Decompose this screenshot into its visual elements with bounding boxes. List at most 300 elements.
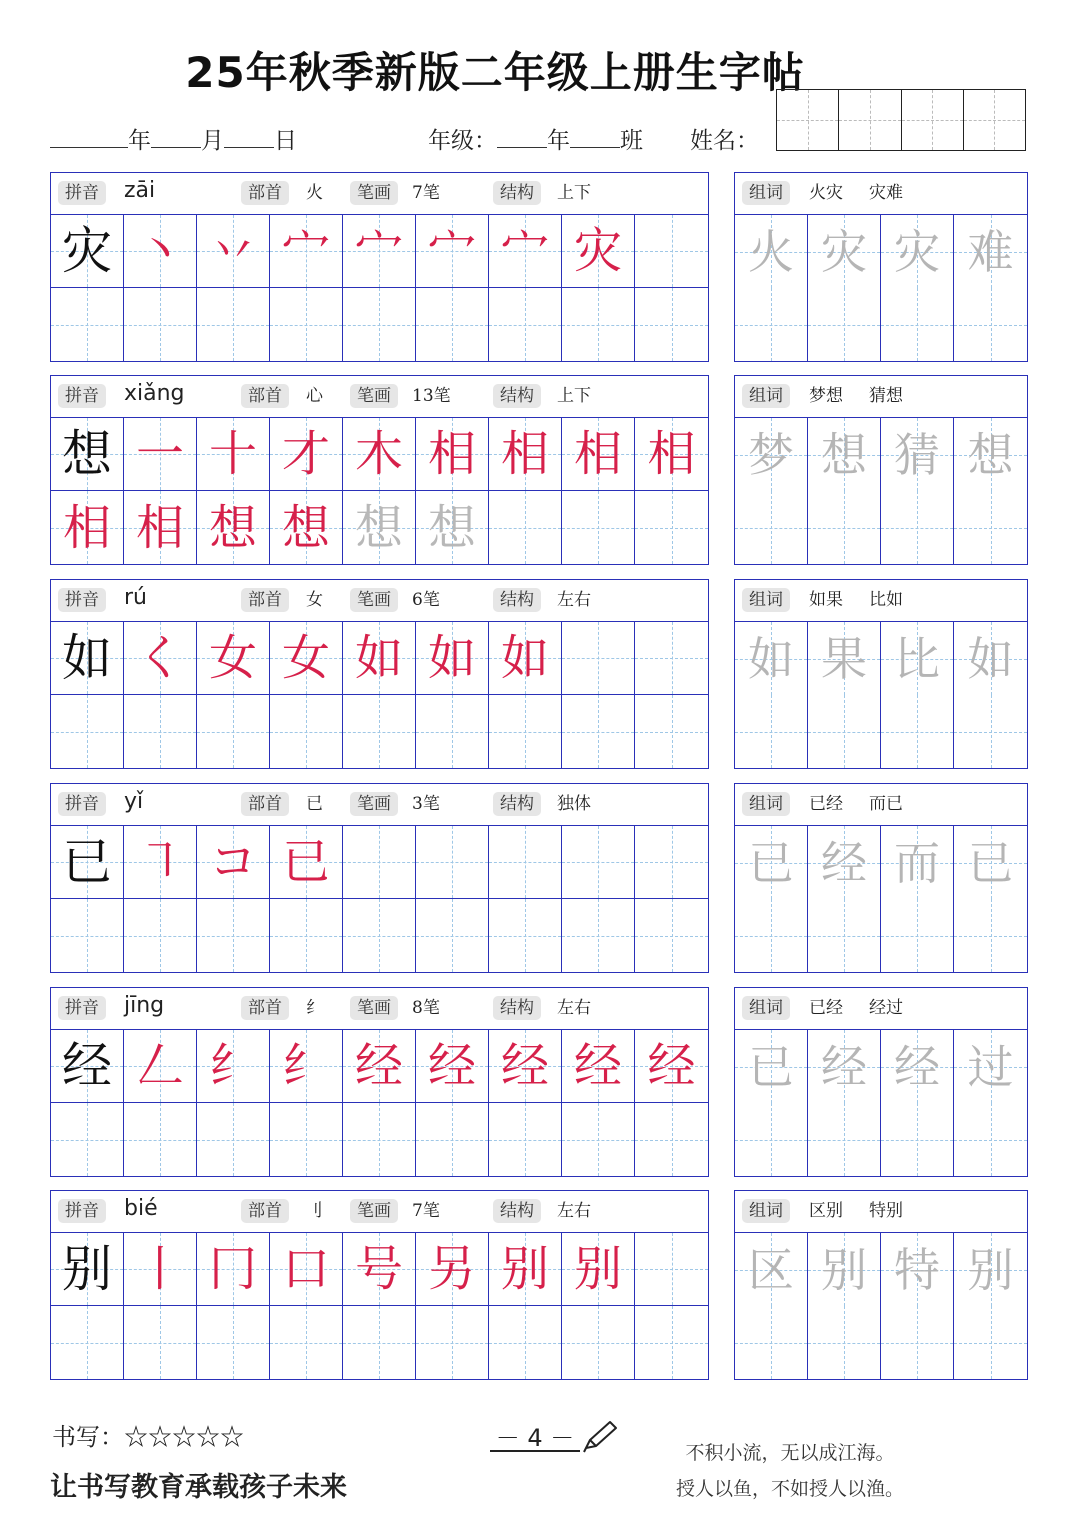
writing-grid bbox=[51, 622, 708, 768]
writing-cell[interactable] bbox=[416, 1030, 489, 1103]
writing-cell[interactable] bbox=[270, 826, 343, 899]
model-character: 如 bbox=[62, 629, 112, 687]
word-cell[interactable] bbox=[735, 695, 808, 768]
writing-cell[interactable] bbox=[635, 418, 708, 491]
writing-cell[interactable] bbox=[270, 288, 343, 361]
word-value: 特别 bbox=[869, 1201, 903, 1221]
writing-cell[interactable] bbox=[197, 695, 270, 768]
writing-cell[interactable] bbox=[197, 418, 270, 491]
writing-cell[interactable] bbox=[562, 826, 635, 899]
writing-cell[interactable] bbox=[416, 491, 489, 564]
writing-cell[interactable] bbox=[343, 288, 416, 361]
radical-value: 纟 bbox=[306, 998, 323, 1018]
writing-cell[interactable] bbox=[343, 1306, 416, 1379]
writing-cell[interactable] bbox=[343, 622, 416, 695]
stroke-step: 另 bbox=[427, 1241, 476, 1297]
writing-cell[interactable] bbox=[197, 1233, 270, 1306]
model-character: 别 bbox=[62, 1240, 112, 1298]
stroke-step: 一 bbox=[135, 426, 184, 482]
word-cell[interactable] bbox=[954, 899, 1027, 972]
word-cell[interactable] bbox=[881, 1233, 954, 1306]
word-cell[interactable] bbox=[808, 215, 881, 288]
word-cell[interactable] bbox=[808, 418, 881, 491]
writing-cell[interactable] bbox=[51, 1030, 124, 1103]
pinyin-tag: 拼音 bbox=[58, 792, 106, 816]
strokes-tag: 笔画 bbox=[350, 588, 398, 612]
word-cell[interactable] bbox=[808, 695, 881, 768]
grade-year-blank[interactable] bbox=[497, 127, 547, 148]
stroke-step: 如 bbox=[427, 630, 476, 686]
word-cell[interactable] bbox=[808, 1306, 881, 1379]
year-blank[interactable] bbox=[50, 127, 128, 148]
year-label: 年 bbox=[128, 128, 151, 154]
model-character: 想 bbox=[62, 425, 112, 483]
stroke-step: 相 bbox=[135, 499, 184, 556]
word-cell[interactable] bbox=[954, 1306, 1027, 1379]
words-info-row bbox=[735, 784, 1027, 826]
writing-cell[interactable] bbox=[635, 215, 708, 288]
stroke-step: コ bbox=[208, 834, 257, 890]
stroke-step: 女 bbox=[281, 630, 330, 686]
writing-cell[interactable] bbox=[489, 1103, 562, 1176]
writing-cell[interactable] bbox=[51, 1103, 124, 1176]
word-trace-character: 想 bbox=[821, 427, 867, 482]
words-info-row bbox=[735, 376, 1027, 418]
strokes-value: 8笔 bbox=[412, 998, 440, 1018]
writing-cell[interactable] bbox=[343, 1103, 416, 1176]
stroke-step: 口 bbox=[281, 1241, 330, 1297]
strokes-tag: 笔画 bbox=[350, 996, 398, 1020]
writing-cell[interactable] bbox=[270, 491, 343, 564]
word-cell[interactable] bbox=[735, 418, 808, 491]
radical-tag: 部首 bbox=[241, 384, 289, 408]
writing-cell[interactable] bbox=[124, 695, 197, 768]
writing-cell[interactable] bbox=[124, 1233, 197, 1306]
writing-cell[interactable] bbox=[51, 1306, 124, 1379]
word-cell[interactable] bbox=[808, 826, 881, 899]
writing-cell[interactable] bbox=[270, 1306, 343, 1379]
writing-cell[interactable] bbox=[270, 899, 343, 972]
stroke-step: 别 bbox=[500, 1241, 549, 1297]
writing-cell[interactable] bbox=[197, 288, 270, 361]
writing-cell[interactable] bbox=[489, 1030, 562, 1103]
word-trace-character: 比 bbox=[894, 631, 940, 686]
word-cell[interactable] bbox=[954, 1233, 1027, 1306]
writing-cell[interactable] bbox=[489, 826, 562, 899]
stroke-step: 经 bbox=[354, 1038, 403, 1094]
month-blank[interactable] bbox=[151, 127, 201, 148]
words-panel bbox=[734, 1190, 1028, 1380]
writing-cell[interactable] bbox=[197, 622, 270, 695]
words-panel bbox=[734, 375, 1028, 565]
writing-cell[interactable] bbox=[416, 622, 489, 695]
strokes-tag: 笔画 bbox=[350, 181, 398, 205]
radical-value: 刂 bbox=[306, 1201, 323, 1221]
writing-cell[interactable] bbox=[489, 1306, 562, 1379]
word-value: 灾难 bbox=[869, 183, 903, 203]
word-trace-character: 已 bbox=[967, 835, 1014, 890]
writing-cell[interactable] bbox=[562, 288, 635, 361]
writing-cell[interactable] bbox=[635, 1233, 708, 1306]
writing-cell[interactable] bbox=[51, 215, 124, 288]
stroke-step: 冂 bbox=[208, 1241, 257, 1297]
writing-cell[interactable] bbox=[270, 1233, 343, 1306]
name-box[interactable] bbox=[902, 90, 964, 150]
word-trace-character: 而 bbox=[894, 835, 940, 890]
stroke-step: 纟 bbox=[281, 1038, 330, 1094]
writing-cell[interactable] bbox=[635, 899, 708, 972]
stroke-step: 已 bbox=[281, 834, 330, 890]
writing-cell[interactable] bbox=[270, 418, 343, 491]
writing-cell[interactable] bbox=[51, 826, 124, 899]
writing-cell[interactable] bbox=[489, 491, 562, 564]
stroke-step: 𠃋 bbox=[135, 1038, 184, 1094]
writing-cell[interactable] bbox=[416, 1103, 489, 1176]
words-panel bbox=[734, 172, 1028, 362]
strokes-value: 7笔 bbox=[412, 1201, 440, 1221]
writing-cell[interactable] bbox=[124, 491, 197, 564]
word-cell[interactable] bbox=[808, 1233, 881, 1306]
writing-cell[interactable] bbox=[635, 1030, 708, 1103]
stroke-step: 如 bbox=[354, 630, 403, 686]
character-panel bbox=[50, 375, 709, 565]
writing-cell[interactable] bbox=[416, 215, 489, 288]
writing-cell[interactable] bbox=[124, 1030, 197, 1103]
word-cell[interactable] bbox=[881, 1030, 954, 1103]
writing-cell[interactable] bbox=[562, 622, 635, 695]
words-tag: 组词 bbox=[742, 996, 790, 1020]
name-box[interactable] bbox=[839, 90, 901, 150]
stroke-step: 相 bbox=[647, 426, 696, 482]
word-cell[interactable] bbox=[881, 491, 954, 564]
model-character: 经 bbox=[62, 1037, 112, 1095]
page-title: 25年秋季新版二年级上册生字帖 bbox=[185, 48, 805, 97]
writing-cell[interactable] bbox=[124, 1103, 197, 1176]
word-trace-character: 猜 bbox=[894, 427, 940, 482]
writing-cell[interactable] bbox=[489, 899, 562, 972]
word-cell[interactable] bbox=[881, 418, 954, 491]
writing-cell[interactable] bbox=[343, 491, 416, 564]
writing-cell[interactable] bbox=[562, 418, 635, 491]
word-cell[interactable] bbox=[881, 622, 954, 695]
writing-cell[interactable] bbox=[51, 491, 124, 564]
word-value: 火灾 bbox=[809, 183, 843, 203]
writing-cell[interactable] bbox=[343, 826, 416, 899]
stroke-step: 丨 bbox=[135, 1241, 184, 1297]
word-trace-character: 梦 bbox=[748, 427, 794, 482]
word-cell[interactable] bbox=[881, 1103, 954, 1176]
pinyin-value: jīng bbox=[124, 993, 165, 1018]
stroke-step: 宀 bbox=[354, 223, 403, 279]
words-panel bbox=[734, 987, 1028, 1177]
writing-cell[interactable] bbox=[51, 899, 124, 972]
word-cell[interactable] bbox=[808, 1030, 881, 1103]
stroke-step: 十 bbox=[208, 426, 257, 482]
writing-grid bbox=[51, 826, 708, 972]
writing-cell[interactable] bbox=[635, 1103, 708, 1176]
trace-character: 想 bbox=[354, 499, 403, 556]
word-value: 已经 bbox=[809, 794, 843, 814]
word-cell[interactable] bbox=[735, 1030, 808, 1103]
structure-value: 左右 bbox=[557, 1201, 591, 1221]
stroke-step: 丶 bbox=[135, 223, 184, 279]
writing-cell[interactable] bbox=[197, 1103, 270, 1176]
writing-cell[interactable] bbox=[416, 695, 489, 768]
pinyin-value: yǐ bbox=[124, 789, 144, 814]
radical-tag: 部首 bbox=[241, 181, 289, 205]
writing-cell[interactable] bbox=[562, 1306, 635, 1379]
character-info-row bbox=[51, 376, 708, 418]
writing-cell[interactable] bbox=[489, 215, 562, 288]
word-cell[interactable] bbox=[954, 215, 1027, 288]
writing-cell[interactable] bbox=[489, 622, 562, 695]
words-info-row bbox=[735, 1191, 1027, 1233]
writing-cell[interactable] bbox=[635, 1306, 708, 1379]
word-cell[interactable] bbox=[881, 695, 954, 768]
quote-line-2: 授人以鱼，不如授人以渔。 bbox=[675, 1478, 904, 1500]
writing-cell[interactable] bbox=[197, 1306, 270, 1379]
stroke-step: 丷 bbox=[208, 223, 257, 279]
writing-cell[interactable] bbox=[343, 695, 416, 768]
writing-grid bbox=[51, 1030, 708, 1176]
word-cell[interactable] bbox=[735, 1103, 808, 1176]
writing-cell[interactable] bbox=[124, 418, 197, 491]
writing-cell[interactable] bbox=[197, 1030, 270, 1103]
writing-cell[interactable] bbox=[197, 826, 270, 899]
pinyin-value: bié bbox=[124, 1196, 158, 1221]
word-cell[interactable] bbox=[735, 1306, 808, 1379]
writing-cell[interactable] bbox=[562, 215, 635, 288]
writing-cell[interactable] bbox=[416, 826, 489, 899]
character-panel bbox=[50, 987, 709, 1177]
word-trace-character: 已 bbox=[748, 835, 794, 890]
name-label: 姓名： bbox=[690, 128, 759, 154]
stroke-step: 经 bbox=[500, 1038, 549, 1094]
radical-value: 已 bbox=[306, 794, 323, 814]
words-info-row bbox=[735, 580, 1027, 622]
writing-cell[interactable] bbox=[270, 695, 343, 768]
radical-value: 心 bbox=[306, 386, 323, 406]
writing-cell[interactable] bbox=[416, 1233, 489, 1306]
writing-cell[interactable] bbox=[51, 1233, 124, 1306]
writing-cell[interactable] bbox=[562, 1030, 635, 1103]
writing-cell[interactable] bbox=[562, 1103, 635, 1176]
stroke-step: 宀 bbox=[427, 223, 476, 279]
name-box[interactable] bbox=[964, 90, 1025, 150]
character-info-row bbox=[51, 784, 708, 826]
page-underline bbox=[490, 1450, 580, 1452]
word-grid bbox=[735, 1030, 1027, 1176]
writing-cell[interactable] bbox=[270, 1103, 343, 1176]
writing-cell[interactable] bbox=[635, 491, 708, 564]
character-block bbox=[50, 1190, 1028, 1380]
writing-cell[interactable] bbox=[51, 695, 124, 768]
stroke-step: 相 bbox=[500, 426, 549, 482]
writing-cell[interactable] bbox=[124, 215, 197, 288]
writing-cell[interactable] bbox=[124, 622, 197, 695]
writing-cell[interactable] bbox=[635, 695, 708, 768]
word-trace-character: 特 bbox=[894, 1242, 940, 1297]
writing-cell[interactable] bbox=[416, 899, 489, 972]
quote-line-1: 不积小流，无以成江海。 bbox=[685, 1442, 895, 1464]
structure-value: 上下 bbox=[557, 183, 591, 203]
words-tag: 组词 bbox=[742, 384, 790, 408]
grade-year-label: 年 bbox=[547, 128, 570, 154]
radical-tag: 部首 bbox=[241, 588, 289, 612]
writing-cell[interactable] bbox=[562, 491, 635, 564]
word-cell[interactable] bbox=[881, 215, 954, 288]
word-cell[interactable] bbox=[881, 1306, 954, 1379]
word-cell[interactable] bbox=[808, 1103, 881, 1176]
word-value: 比如 bbox=[869, 590, 903, 610]
name-boxes[interactable] bbox=[776, 89, 1026, 151]
writing-cell[interactable] bbox=[124, 826, 197, 899]
character-block bbox=[50, 172, 1028, 362]
word-cell[interactable] bbox=[881, 288, 954, 361]
word-trace-character: 别 bbox=[967, 1242, 1014, 1297]
writing-cell[interactable] bbox=[51, 622, 124, 695]
writing-cell[interactable] bbox=[343, 418, 416, 491]
writing-cell[interactable] bbox=[489, 1233, 562, 1306]
word-cell[interactable] bbox=[808, 491, 881, 564]
word-cell[interactable] bbox=[954, 1103, 1027, 1176]
writing-cell[interactable] bbox=[562, 899, 635, 972]
pen-icon bbox=[580, 1418, 620, 1454]
writing-cell[interactable] bbox=[197, 491, 270, 564]
writing-cell[interactable] bbox=[197, 899, 270, 972]
word-cell[interactable] bbox=[808, 622, 881, 695]
word-cell[interactable] bbox=[954, 1030, 1027, 1103]
word-cell[interactable] bbox=[735, 491, 808, 564]
word-cell[interactable] bbox=[954, 826, 1027, 899]
stroke-step: 宀 bbox=[500, 223, 549, 279]
writing-cell[interactable] bbox=[416, 1306, 489, 1379]
word-cell[interactable] bbox=[735, 826, 808, 899]
writing-cell[interactable] bbox=[51, 288, 124, 361]
writing-grid bbox=[51, 418, 708, 564]
writing-cell[interactable] bbox=[343, 1233, 416, 1306]
stroke-step: 宀 bbox=[281, 223, 330, 279]
name-box[interactable] bbox=[777, 90, 839, 150]
word-trace-character: 别 bbox=[821, 1242, 867, 1297]
writing-cell[interactable] bbox=[635, 826, 708, 899]
writing-cell[interactable] bbox=[416, 418, 489, 491]
word-cell[interactable] bbox=[808, 288, 881, 361]
stroke-step: 灾 bbox=[573, 223, 622, 279]
word-cell[interactable] bbox=[808, 899, 881, 972]
pinyin-value: zāi bbox=[124, 178, 156, 203]
writing-cell[interactable] bbox=[635, 288, 708, 361]
word-cell[interactable] bbox=[735, 622, 808, 695]
strokes-value: 7笔 bbox=[412, 183, 440, 203]
stroke-step: 相 bbox=[427, 426, 476, 482]
stroke-step: 木 bbox=[354, 426, 403, 482]
strokes-value: 3笔 bbox=[412, 794, 440, 814]
writing-cell[interactable] bbox=[489, 418, 562, 491]
word-grid bbox=[735, 418, 1027, 564]
stroke-step: 相 bbox=[62, 499, 111, 556]
writing-cell[interactable] bbox=[270, 622, 343, 695]
word-grid bbox=[735, 826, 1027, 972]
word-cell[interactable] bbox=[735, 899, 808, 972]
day-label: 日 bbox=[274, 128, 297, 154]
strokes-tag: 笔画 bbox=[350, 792, 398, 816]
word-cell[interactable] bbox=[954, 622, 1027, 695]
writing-cell[interactable] bbox=[124, 1306, 197, 1379]
word-cell[interactable] bbox=[881, 899, 954, 972]
pinyin-tag: 拼音 bbox=[58, 384, 106, 408]
writing-cell[interactable] bbox=[635, 622, 708, 695]
writing-cell[interactable] bbox=[343, 1030, 416, 1103]
character-block bbox=[50, 783, 1028, 973]
strokes-tag: 笔画 bbox=[350, 384, 398, 408]
words-panel bbox=[734, 783, 1028, 973]
class-blank[interactable] bbox=[570, 127, 620, 148]
stroke-step: 才 bbox=[281, 426, 330, 482]
writing-cell[interactable] bbox=[270, 1030, 343, 1103]
stroke-step: 经 bbox=[573, 1038, 622, 1094]
word-value: 梦想 bbox=[809, 386, 843, 406]
words-panel bbox=[734, 579, 1028, 769]
writing-cell[interactable] bbox=[197, 215, 270, 288]
writing-cell[interactable] bbox=[562, 1233, 635, 1306]
word-cell[interactable] bbox=[954, 695, 1027, 768]
strokes-value: 6笔 bbox=[412, 590, 440, 610]
writing-cell[interactable] bbox=[489, 695, 562, 768]
stroke-step: 经 bbox=[647, 1038, 696, 1094]
pinyin-tag: 拼音 bbox=[58, 996, 106, 1020]
writing-cell[interactable] bbox=[489, 288, 562, 361]
word-trace-character: 已 bbox=[748, 1039, 794, 1094]
rating-label: 书写：☆☆☆☆☆ bbox=[52, 1423, 244, 1451]
word-cell[interactable] bbox=[735, 215, 808, 288]
word-cell[interactable] bbox=[954, 288, 1027, 361]
writing-cell[interactable] bbox=[51, 418, 124, 491]
structure-tag: 结构 bbox=[493, 384, 541, 408]
stroke-step: 想 bbox=[208, 499, 257, 556]
character-info-row bbox=[51, 173, 708, 215]
word-cell[interactable] bbox=[881, 826, 954, 899]
writing-cell[interactable] bbox=[124, 899, 197, 972]
word-trace-character: 过 bbox=[967, 1039, 1014, 1094]
writing-cell[interactable] bbox=[343, 215, 416, 288]
words-info-row bbox=[735, 173, 1027, 215]
class-label: 班 bbox=[620, 128, 643, 154]
word-cell[interactable] bbox=[735, 288, 808, 361]
writing-cell[interactable] bbox=[270, 215, 343, 288]
radical-tag: 部首 bbox=[241, 792, 289, 816]
grade-line bbox=[428, 122, 643, 155]
structure-value: 独体 bbox=[557, 794, 591, 814]
word-cell[interactable] bbox=[954, 491, 1027, 564]
words-tag: 组词 bbox=[742, 181, 790, 205]
day-blank[interactable] bbox=[224, 127, 274, 148]
grade-label: 年级： bbox=[428, 128, 497, 154]
word-cell[interactable] bbox=[954, 418, 1027, 491]
word-trace-character: 经 bbox=[894, 1039, 940, 1094]
writing-cell[interactable] bbox=[562, 695, 635, 768]
writing-cell[interactable] bbox=[416, 288, 489, 361]
writing-cell[interactable] bbox=[343, 899, 416, 972]
word-cell[interactable] bbox=[735, 1233, 808, 1306]
date-line bbox=[50, 122, 297, 155]
word-trace-character: 区 bbox=[748, 1242, 794, 1297]
radical-tag: 部首 bbox=[241, 1199, 289, 1223]
writing-cell[interactable] bbox=[124, 288, 197, 361]
word-trace-character: 经 bbox=[821, 1039, 867, 1094]
radical-tag: 部首 bbox=[241, 996, 289, 1020]
character-panel bbox=[50, 579, 709, 769]
